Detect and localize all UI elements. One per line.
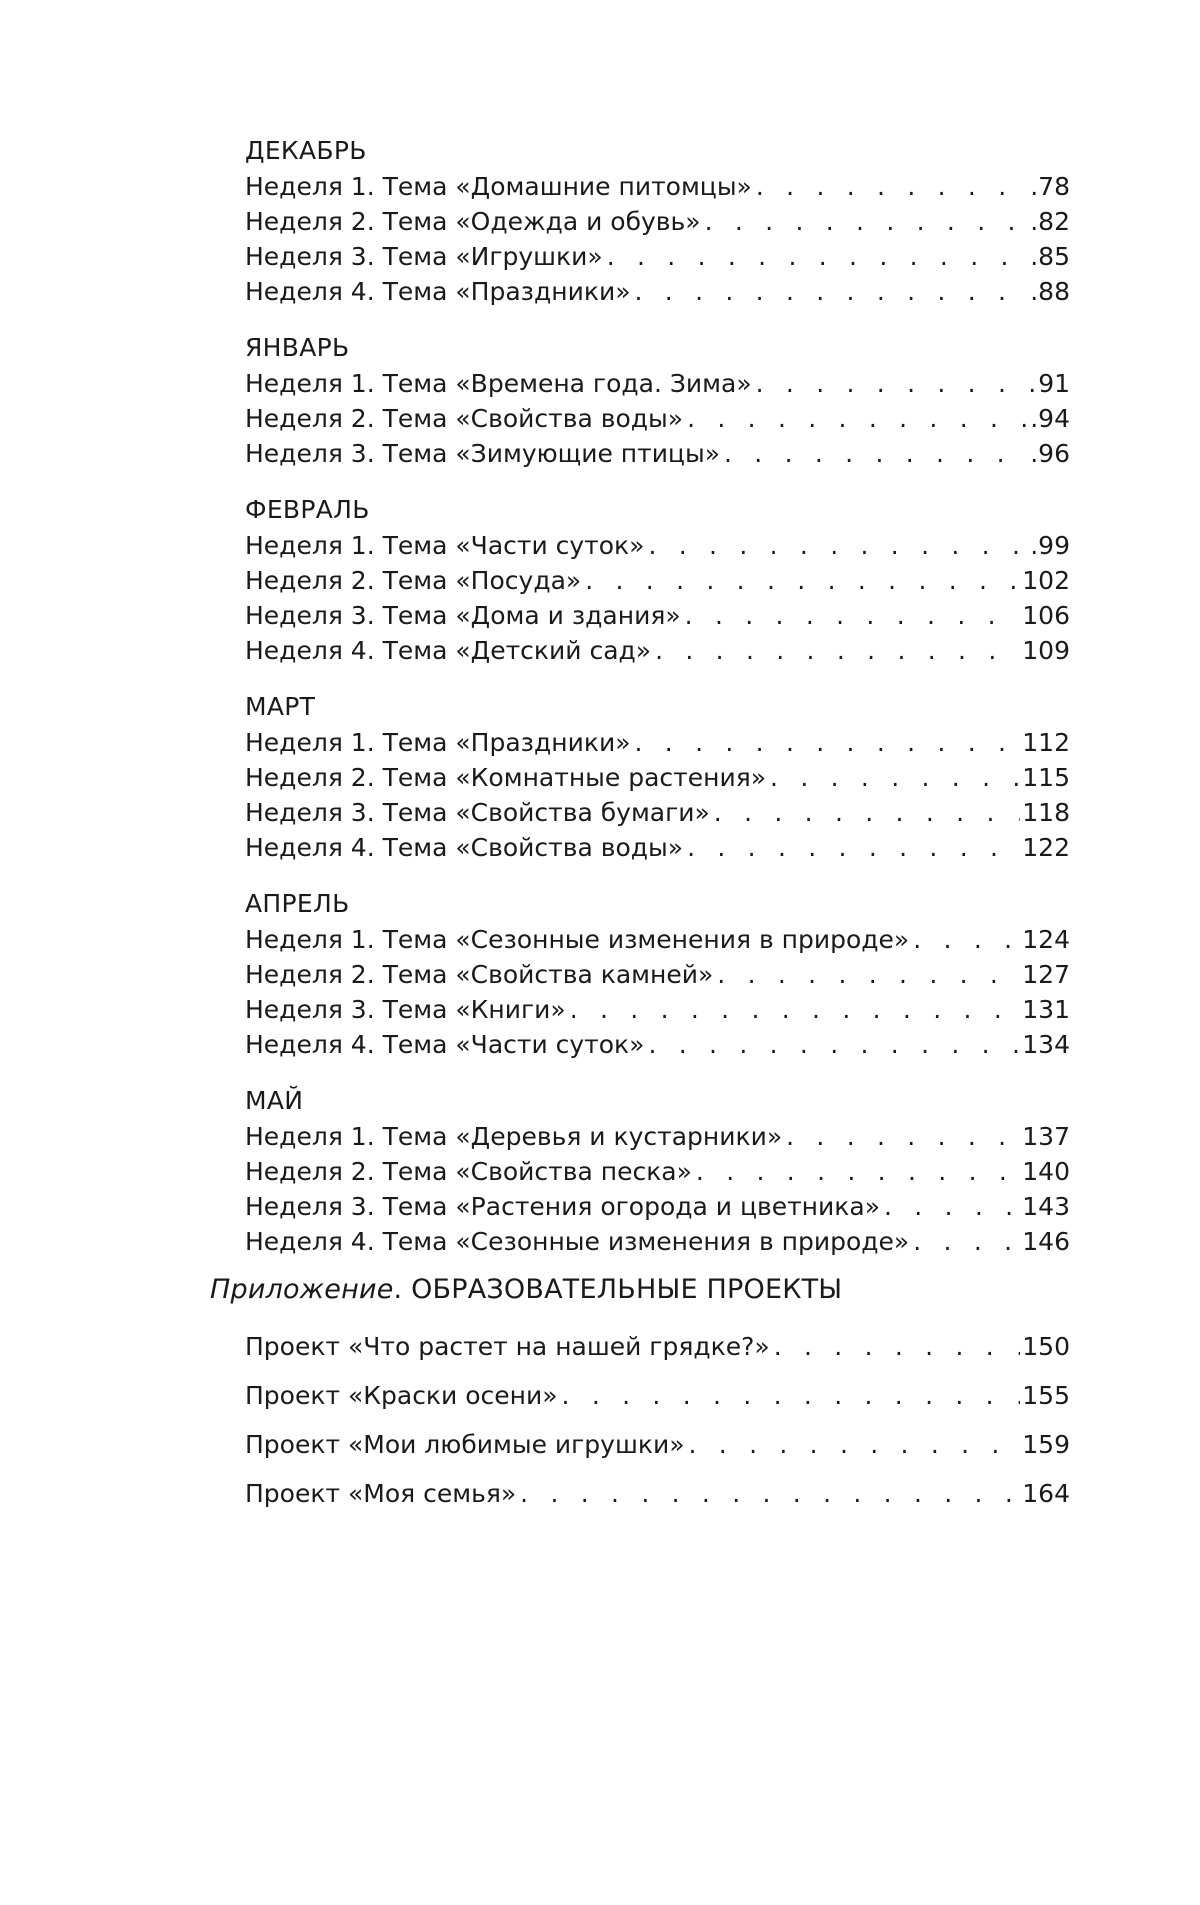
entry-label: Неделя 2. Тема «Свойства воды» [245,404,684,433]
dot-leader [558,1371,1021,1420]
dot-leader [752,366,1037,401]
page-number: 106 [1022,601,1070,630]
page-number: 155 [1022,1381,1070,1410]
entry-label: Неделя 1. Тема «Времена года. Зима» [245,369,752,398]
month-section [245,132,1070,309]
page-number: 112 [1022,728,1070,757]
entry-label: Неделя 3. Тема «Свойства бумаги» [245,798,710,827]
appendix-entry [245,1371,1070,1420]
page-number: 134 [1022,1030,1070,1059]
month-section [245,688,1070,865]
entry-label: Неделя 4. Тема «Праздники» [245,277,631,306]
toc-entry [245,1224,1070,1259]
page-number: 164 [1022,1479,1070,1508]
dot-leader [516,1469,1020,1518]
dot-leader [713,957,1020,992]
toc-entry [245,633,1070,668]
entry-label: Неделя 4. Тема «Части суток» [245,1030,645,1059]
table-of-contents [245,132,1070,1279]
toc-entry [245,957,1070,992]
toc-entry [245,436,1070,471]
dot-leader [766,760,1020,795]
dot-leader [603,239,1029,274]
toc-entry [245,204,1070,239]
dot-leader [685,1420,1021,1469]
toc-entry [245,922,1070,957]
month-title: МАРТ [245,692,316,721]
page-number: 143 [1022,1192,1070,1221]
page-number: 102 [1022,566,1070,595]
entry-label: Неделя 1. Тема «Части суток» [245,531,645,560]
page-number: .78 [1030,172,1070,201]
page-number: .96 [1030,439,1070,468]
page-number: 124 [1022,925,1070,954]
page-number: 122 [1022,833,1070,862]
entry-label: Неделя 1. Тема «Праздники» [245,728,631,757]
appendix-title [210,1270,1070,1310]
toc-entry [245,760,1070,795]
page-number: .82 [1030,207,1070,236]
toc-entry [245,274,1070,309]
entry-label: Неделя 1. Тема «Деревья и кустарники» [245,1122,783,1151]
toc-entry [245,563,1070,598]
dot-leader [683,830,1020,865]
appendix-entry [245,1469,1070,1518]
dot-leader [710,795,1020,830]
page-number: 115 [1022,763,1070,792]
entry-label: Неделя 3. Тема «Игрушки» [245,242,603,271]
toc-entry [245,169,1070,204]
toc-entry [245,992,1070,1027]
entry-label: Неделя 4. Тема «Свойства воды» [245,833,684,862]
entry-label: Проект «Краски осени» [245,1381,558,1410]
month-title: ЯНВАРЬ [245,333,350,362]
dot-leader [631,274,1029,309]
appendix-entry [245,1322,1070,1371]
dot-leader [782,1119,1020,1154]
dot-leader [692,1154,1020,1189]
entry-label: Неделя 3. Тема «Дома и здания» [245,601,681,630]
month-title: МАЙ [245,1086,304,1115]
dot-leader [880,1189,1020,1224]
page-number: .88 [1030,277,1070,306]
page-number: 127 [1022,960,1070,989]
entry-label: Неделя 1. Тема «Домашние питомцы» [245,172,752,201]
dot-leader [566,992,1021,1027]
entry-label: Неделя 3. Тема «Растения огорода и цветника» [245,1192,880,1221]
toc-entry [245,725,1070,760]
dot-leader [681,598,1021,633]
page-number: 118 [1022,798,1070,827]
toc-entry [245,366,1070,401]
month-section [245,329,1070,471]
appendix-title-italic: Приложение [210,1274,394,1305]
page-number: 131 [1022,995,1070,1024]
toc-entry [245,239,1070,274]
page-number: .85 [1030,242,1070,271]
dot-leader [651,633,1020,668]
dot-leader [701,204,1029,239]
page-number: 109 [1022,636,1070,665]
page-number: 91 [1038,369,1070,398]
toc-entry [245,795,1070,830]
appendix-title-rest: . ОБРАЗОВАТЕЛЬНЫЕ ПРОЕКТЫ [393,1274,843,1305]
month-title: АПРЕЛЬ [245,889,350,918]
entry-label: Неделя 4. Тема «Сезонные изменения в природе» [245,1227,910,1256]
entry-label: Неделя 3. Тема «Книги» [245,995,566,1024]
toc-entry [245,1189,1070,1224]
page-number: .99 [1030,531,1070,560]
month-title: ФЕВРАЛЬ [245,495,370,524]
page-number: 150 [1022,1332,1070,1361]
entry-label: Неделя 2. Тема «Посуда» [245,566,582,595]
dot-leader [631,725,1021,760]
toc-entry [245,1027,1070,1062]
page-number: 146 [1022,1227,1070,1256]
dot-leader [909,1224,1020,1259]
appendix-list [245,1322,1070,1518]
page-number: 140 [1022,1157,1070,1186]
entry-label: Неделя 3. Тема «Зимующие птицы» [245,439,720,468]
appendix-section [210,1270,1070,1518]
toc-entry [245,830,1070,865]
appendix-entry [245,1420,1070,1469]
entry-label: Проект «Моя семья» [245,1479,517,1508]
toc-entry [245,401,1070,436]
dot-leader [644,528,1028,563]
entry-label: Неделя 1. Тема «Сезонные изменения в природе» [245,925,910,954]
page-number: 159 [1022,1430,1070,1459]
toc-entry [245,598,1070,633]
entry-label: Неделя 2. Тема «Одежда и обувь» [245,207,701,236]
page-number: 137 [1022,1122,1070,1151]
entry-label: Неделя 2. Тема «Свойства камней» [245,960,714,989]
entry-label: Неделя 4. Тема «Детский сад» [245,636,652,665]
entry-label: Неделя 2. Тема «Комнатные растения» [245,763,767,792]
toc-entry [245,1154,1070,1189]
dot-leader [720,436,1028,471]
dot-leader [644,1027,1020,1062]
toc-entry [245,528,1070,563]
entry-label: Проект «Мои любимые игрушки» [245,1430,685,1459]
dot-leader [581,563,1020,598]
toc-entry [245,1119,1070,1154]
dot-leader [752,169,1028,204]
dot-leader [909,922,1020,957]
dot-leader [683,401,1028,436]
month-title: ДЕКАБРЬ [245,136,367,165]
dot-leader [770,1322,1021,1371]
month-section [245,491,1070,668]
page-number: .94 [1030,404,1070,433]
entry-label: Проект «Что растет на нашей грядке?» [245,1332,770,1361]
month-section [245,885,1070,1062]
entry-label: Неделя 2. Тема «Свойства песка» [245,1157,692,1186]
month-section [245,1082,1070,1259]
